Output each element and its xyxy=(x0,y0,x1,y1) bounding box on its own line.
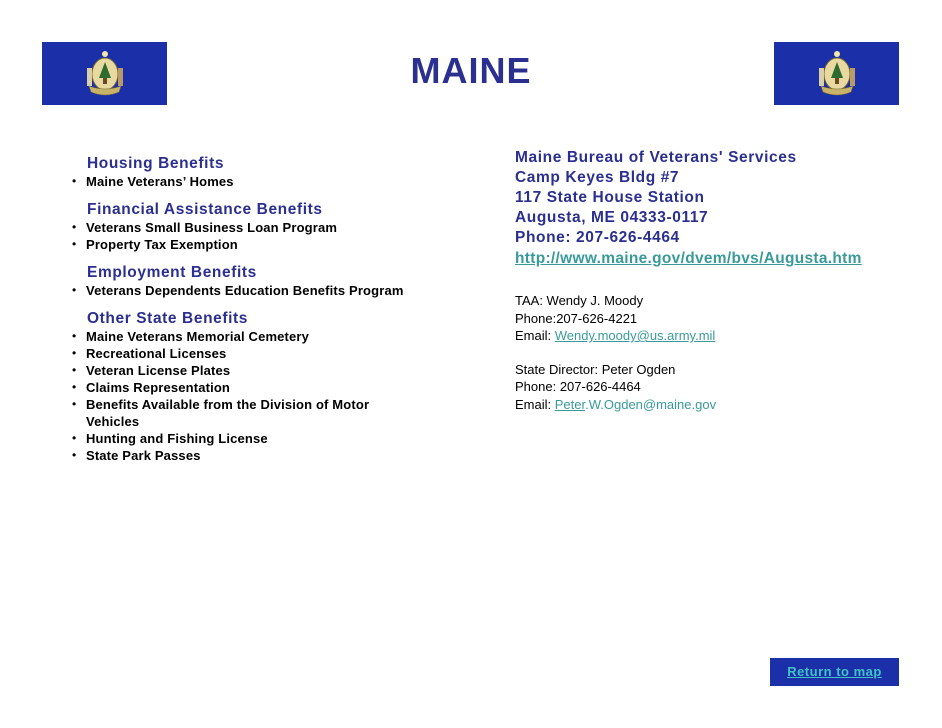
financial-benefits-section xyxy=(72,200,492,253)
financial-benefits-heading: Financial Assistance Benefits xyxy=(87,201,323,218)
director-contact xyxy=(515,361,915,414)
page-title: MAINE xyxy=(410,50,532,91)
other-benefits-section xyxy=(72,309,492,464)
office-street: 117 State House Station xyxy=(515,189,705,206)
office-website-link[interactable]: http://www.maine.gov/dvem/bvs/Augusta.htm xyxy=(515,250,862,267)
taa-email-row xyxy=(515,327,915,345)
list-item: • Recreational Licenses xyxy=(72,345,402,362)
list-item: • Claims Representation xyxy=(72,379,402,396)
return-to-map-button[interactable]: Return to map xyxy=(770,658,899,686)
list-item: • Hunting and Fishing License xyxy=(72,430,402,447)
list-item: • Benefits Available from the Division of Motor Vehicles xyxy=(72,396,402,430)
list-item: • State Park Passes xyxy=(72,447,402,464)
taa-phone: Phone:207-626-4221 xyxy=(515,310,638,326)
list-item: • Property Tax Exemption xyxy=(72,236,492,253)
director-name: State Director: Peter Ogden xyxy=(515,361,676,377)
director-phone: Phone: 207-626-4464 xyxy=(515,379,641,394)
benefits-list xyxy=(72,154,492,474)
email-label: Email: xyxy=(515,328,555,343)
employment-benefits-section xyxy=(72,263,492,299)
director-email-link[interactable]: Peter xyxy=(554,396,586,412)
housing-benefits-section xyxy=(72,154,492,190)
list-item: • Maine Veterans’ Homes xyxy=(72,173,492,190)
office-city: Augusta, ME 04333-0117 xyxy=(515,209,709,226)
office-info xyxy=(515,148,915,413)
list-item: • Veterans Small Business Loan Program xyxy=(72,219,492,236)
taa-name: TAA: Wendy J. Moody xyxy=(515,293,644,308)
taa-contact xyxy=(515,292,915,345)
list-item: • Maine Veterans Memorial Cemetery xyxy=(72,328,402,345)
director-email-rest: .W.Ogden@maine.gov xyxy=(585,396,717,412)
other-benefits-heading: Other State Benefits xyxy=(87,310,249,327)
housing-benefits-heading: Housing Benefits xyxy=(87,155,225,172)
list-item: • Veterans Dependents Education Benefits Program xyxy=(72,282,492,299)
office-building: Camp Keyes Bldg #7 xyxy=(515,169,680,186)
email-label: Email: xyxy=(515,396,555,412)
director-email-row xyxy=(515,396,915,414)
taa-email-link[interactable]: Wendy.moody@us.army.mil xyxy=(554,328,716,343)
office-phone: Phone: 207-626-4464 xyxy=(515,229,680,246)
list-item: • Veteran License Plates xyxy=(72,362,402,379)
employment-benefits-heading: Employment Benefits xyxy=(87,264,257,281)
office-name: Maine Bureau of Veterans' Services xyxy=(515,149,797,166)
